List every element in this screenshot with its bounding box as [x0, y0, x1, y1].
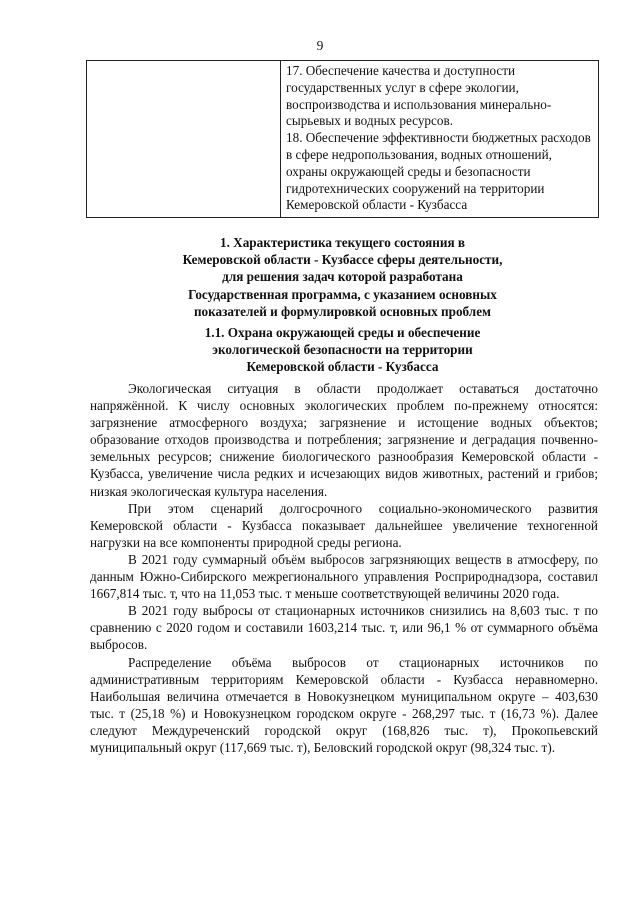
subsection-heading-line: 1.1. Охрана окружающей среды и обеспечение — [204, 325, 481, 340]
section-heading-line: 1. Характеристика текущего состояния в — [219, 235, 466, 250]
section-heading-line: для решения задач которой разработана — [222, 269, 463, 285]
table-item: 18. Обеспечение эффективности бюджетных расходов в сфере недропользования, водных отношений, охраны окружающей среды и безопасности гидротехнических сооружений на территории Кемеровской области - Кузбасса — [286, 130, 591, 213]
table-right-cell — [286, 63, 596, 214]
section-heading-line: показателей и формулировкой основных проблем — [193, 303, 492, 319]
table-left-cell — [87, 61, 281, 217]
table-item: 17. Обеспечение качества и доступности государственных услуг в сфере экологии, воспроизводства и использования минерально-сырьевых и водных ресурсов. — [286, 63, 552, 129]
subsection-heading-line: экологической безопасности на территории — [212, 342, 473, 358]
subsection-heading — [86, 324, 599, 376]
paragraph: В 2021 году выбросы от стационарных источников снизились на 8,603 тыс. т по сравнению с 2020 годом и составили 1603,214 тыс. т, или 96,1 % от суммарного объёма выбросов. — [90, 603, 598, 653]
section-heading-line: Государственная программа, с указанием основных — [188, 286, 497, 302]
paragraph: Экологическая ситуация в области продолжает оставаться достаточно напряжённой. К числу основных экологических проблем по-прежнему относятся: загрязнение атмосферного воздуха; загрязнение и истощение водных объектов; образование отходов производства и потребления; загрязнение и деградация почвенно-земельных ресурсов; снижение биологического разнообразия Кемеровской области - Кузбасса, увеличение числа редких и исчезающих видов животных, растений и грибов; низкая экологическая культура населения. — [90, 381, 598, 499]
section-heading-line: Кемеровской области - Кузбассе сферы деятельности, — [182, 252, 503, 268]
paragraph: В 2021 году суммарный объём выбросов загрязняющих веществ в атмосферу, по данным Южно-Сибирского межрегионального управления Росприроднадзора, составил 1667,814 тыс. т, что на 11,053 тыс. т меньше соответствующей величины 2020 года. — [90, 551, 598, 602]
paragraph: Распределение объёма выбросов от стационарных источников по административным территориям Кемеровской области - Кузбасса неравномерно. Наибольшая величина отмечается в Новокузнецком муниципальном округе – 403,630 тыс. т (25,18 %) и Новокузнецком городском округе - 268,297 тыс. т (16,73 %). Далее следуют Междуреченский городской округ (168,826 тыс. т), Прокопьевский муниципальный округ (117,669 тыс. т), Беловский городской округ (98,324 тыс. т). — [90, 654, 598, 755]
paragraph: При этом сценарий долгосрочного социально-экономического развития Кемеровской области - Кузбасса показывает дальнейшее увеличение техногенной нагрузки на все компоненты природной среды региона. — [90, 500, 598, 550]
section-heading — [86, 234, 599, 320]
page-number: 9 — [316, 38, 324, 53]
subsection-heading-line: Кемеровской области - Кузбасса — [246, 359, 439, 375]
body-text — [90, 380, 598, 756]
objectives-table — [86, 60, 599, 218]
